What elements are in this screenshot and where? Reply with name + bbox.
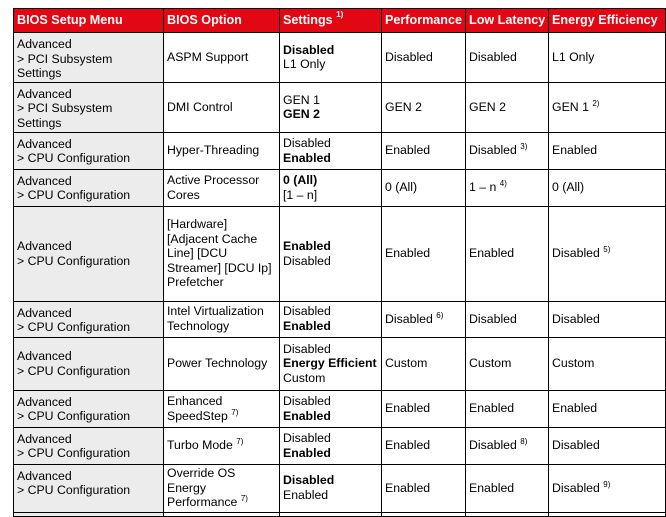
cell-performance bbox=[382, 337, 466, 390]
table-body bbox=[14, 33, 666, 517]
header-bios-option: BIOS Option bbox=[164, 9, 280, 33]
cell-low-latency bbox=[466, 82, 549, 132]
cell-setup-menu bbox=[14, 33, 164, 83]
menu-path-sub: > PCI Subsystem Settings bbox=[17, 51, 113, 81]
setting-value: Disabled bbox=[283, 393, 331, 408]
table-row bbox=[14, 169, 666, 206]
cell-energy-efficiency bbox=[549, 132, 666, 169]
cell-low-latency-value: Disabled bbox=[469, 143, 517, 158]
cell-setup-menu bbox=[14, 427, 164, 464]
cell-setup-menu bbox=[14, 464, 164, 512]
cell-low-latency bbox=[466, 169, 549, 206]
header-low-latency: Low Latency bbox=[466, 9, 549, 33]
cell-bios-option bbox=[164, 33, 280, 83]
setting-value: Disabled bbox=[283, 430, 331, 445]
menu-path-root: Advanced bbox=[17, 348, 72, 363]
cell-settings bbox=[280, 132, 382, 169]
cell-settings bbox=[280, 301, 382, 337]
table-row bbox=[14, 337, 666, 390]
cutoff-cell bbox=[549, 512, 666, 516]
cell-energy-efficiency bbox=[549, 301, 666, 337]
cell-bios-option bbox=[164, 169, 280, 206]
cell-low-latency bbox=[466, 33, 549, 83]
table-row bbox=[14, 464, 666, 512]
option-footnote: 7) bbox=[236, 437, 244, 447]
setting-default-value: Enabled bbox=[283, 445, 331, 460]
cell-performance-value: Enabled bbox=[385, 143, 431, 158]
setting-default-value: Enabled bbox=[283, 150, 331, 165]
cell-performance-footnote: 6) bbox=[436, 310, 444, 320]
menu-path-root: Advanced bbox=[17, 86, 72, 101]
cell-performance-value: GEN 2 bbox=[385, 99, 422, 114]
cell-energy-efficiency-value: Disabled bbox=[552, 246, 600, 261]
option-label: Intel Virtualization Technology bbox=[167, 304, 264, 334]
menu-path-sub: > CPU Configuration bbox=[17, 483, 131, 498]
cell-performance bbox=[382, 169, 466, 206]
setting-default-value: Disabled bbox=[283, 42, 335, 57]
cell-low-latency bbox=[466, 132, 549, 169]
menu-path-root: Advanced bbox=[17, 431, 72, 446]
cell-energy-efficiency-footnote: 9) bbox=[603, 479, 611, 489]
cell-bios-option bbox=[164, 301, 280, 337]
cell-performance-value: Disabled bbox=[385, 50, 433, 65]
menu-path-sub: > CPU Configuration bbox=[17, 409, 131, 424]
setting-default-value: 0 (All) bbox=[283, 172, 318, 187]
cell-energy-efficiency-value: Disabled bbox=[552, 311, 600, 326]
cutoff-cell bbox=[466, 512, 549, 516]
cell-energy-efficiency bbox=[549, 169, 666, 206]
cutoff-cell bbox=[164, 512, 280, 516]
cell-energy-efficiency-footnote: 5) bbox=[603, 245, 611, 255]
cell-energy-efficiency-value: Enabled bbox=[552, 143, 598, 158]
cell-energy-efficiency-value: Custom bbox=[552, 356, 595, 371]
cell-settings bbox=[280, 390, 382, 427]
cell-energy-efficiency-value: 0 (All) bbox=[552, 180, 585, 195]
table-row bbox=[14, 390, 666, 427]
header-bios-setup-menu: BIOS Setup Menu bbox=[14, 9, 164, 33]
cell-energy-efficiency bbox=[549, 337, 666, 390]
setting-value: Disabled bbox=[283, 341, 331, 356]
cell-low-latency-footnote: 3) bbox=[520, 142, 528, 152]
cell-energy-efficiency bbox=[549, 464, 666, 512]
option-label: Power Technology bbox=[167, 356, 268, 371]
setting-default-value: GEN 2 bbox=[283, 107, 320, 122]
cell-settings bbox=[280, 169, 382, 206]
bios-settings-table bbox=[13, 8, 666, 517]
cell-low-latency bbox=[466, 464, 549, 512]
cell-performance bbox=[382, 132, 466, 169]
cell-setup-menu bbox=[14, 301, 164, 337]
cell-low-latency bbox=[466, 337, 549, 390]
cell-performance-value: Disabled bbox=[385, 311, 433, 326]
cell-low-latency bbox=[466, 301, 549, 337]
setting-default-value: Energy Efficient bbox=[283, 356, 377, 371]
setting-default-value: Enabled bbox=[283, 408, 331, 423]
cutoff-cell bbox=[382, 512, 466, 516]
option-footnote: 7) bbox=[240, 494, 248, 504]
cell-bios-option bbox=[164, 206, 280, 301]
cutoff-cell bbox=[280, 512, 382, 516]
menu-path-root: Advanced bbox=[17, 305, 72, 320]
cell-performance bbox=[382, 206, 466, 301]
menu-path-root: Advanced bbox=[17, 394, 72, 409]
cell-performance bbox=[382, 33, 466, 83]
menu-path-sub: > CPU Configuration bbox=[17, 320, 131, 335]
cell-low-latency-value: Enabled bbox=[469, 480, 515, 495]
cell-energy-efficiency bbox=[549, 82, 666, 132]
cell-bios-option bbox=[164, 82, 280, 132]
table-row bbox=[14, 301, 666, 337]
cell-bios-option bbox=[164, 427, 280, 464]
cell-setup-menu bbox=[14, 206, 164, 301]
cell-performance-value: 0 (All) bbox=[385, 180, 418, 195]
menu-path-sub: > CPU Configuration bbox=[17, 253, 131, 268]
cell-low-latency-value: Enabled bbox=[469, 246, 515, 261]
menu-path-sub: > CPU Configuration bbox=[17, 363, 131, 378]
setting-value: [1 – n] bbox=[283, 187, 318, 202]
cell-performance bbox=[382, 464, 466, 512]
cell-setup-menu bbox=[14, 82, 164, 132]
cell-performance-value: Enabled bbox=[385, 438, 431, 453]
cell-energy-efficiency-value: GEN 1 bbox=[552, 99, 589, 114]
menu-path-root: Advanced bbox=[17, 468, 72, 483]
cell-settings bbox=[280, 427, 382, 464]
table-header-row bbox=[14, 9, 666, 33]
cell-energy-efficiency bbox=[549, 33, 666, 83]
cell-performance-value: Enabled bbox=[385, 246, 431, 261]
table-row bbox=[14, 427, 666, 464]
cell-performance bbox=[382, 82, 466, 132]
cell-energy-efficiency bbox=[549, 206, 666, 301]
cell-performance-value: Enabled bbox=[385, 480, 431, 495]
cell-bios-option bbox=[164, 132, 280, 169]
cell-performance-value: Custom bbox=[385, 356, 428, 371]
table-row bbox=[14, 82, 666, 132]
cutoff-cell bbox=[14, 512, 164, 516]
cell-bios-option bbox=[164, 464, 280, 512]
cell-energy-efficiency-value: Disabled bbox=[552, 480, 600, 495]
option-label: Active Processor Cores bbox=[167, 172, 260, 202]
cell-energy-efficiency bbox=[549, 427, 666, 464]
cell-setup-menu bbox=[14, 390, 164, 427]
cell-low-latency-value: Disabled bbox=[469, 438, 517, 453]
header-settings-label: Settings bbox=[283, 13, 333, 27]
cell-energy-efficiency-value: Disabled bbox=[552, 438, 600, 453]
menu-path-root: Advanced bbox=[17, 173, 72, 188]
cell-settings bbox=[280, 82, 382, 132]
setting-value: Disabled bbox=[283, 135, 331, 150]
option-label: [Hardware] [Adjacent Cache Line] [DCU Streamer] [DCU Ip] Prefetcher bbox=[167, 217, 272, 290]
option-label: Turbo Mode bbox=[167, 438, 233, 453]
setting-value: GEN 1 bbox=[283, 92, 320, 107]
setting-default-value: Enabled bbox=[283, 238, 331, 253]
setting-default-value: Enabled bbox=[283, 319, 331, 334]
cell-low-latency bbox=[466, 390, 549, 427]
cell-low-latency-value: Disabled bbox=[469, 311, 517, 326]
cell-energy-efficiency-footnote: 2) bbox=[592, 98, 600, 108]
option-label: Override OS Energy Performance bbox=[167, 466, 238, 510]
setting-value: Enabled bbox=[283, 488, 329, 503]
cell-low-latency bbox=[466, 427, 549, 464]
cell-performance bbox=[382, 301, 466, 337]
cell-settings bbox=[280, 206, 382, 301]
table-row bbox=[14, 206, 666, 301]
cell-bios-option bbox=[164, 337, 280, 390]
setting-value: Disabled bbox=[283, 304, 331, 319]
menu-path-sub: > CPU Configuration bbox=[17, 446, 131, 461]
cell-settings bbox=[280, 337, 382, 390]
cell-low-latency-value: 1 – n bbox=[469, 180, 497, 195]
cell-low-latency-footnote: 8) bbox=[520, 437, 528, 447]
cell-setup-menu bbox=[14, 337, 164, 390]
cell-low-latency-footnote: 4) bbox=[499, 179, 507, 189]
header-settings bbox=[280, 9, 382, 33]
setting-default-value: Disabled bbox=[283, 473, 335, 488]
table-row bbox=[14, 132, 666, 169]
setting-value: L1 Only bbox=[283, 57, 326, 72]
cell-performance bbox=[382, 427, 466, 464]
table-row bbox=[14, 33, 666, 83]
setting-value: Custom bbox=[283, 370, 326, 385]
cell-low-latency-value: Custom bbox=[469, 356, 512, 371]
cell-low-latency-value: GEN 2 bbox=[469, 99, 506, 114]
cell-setup-menu bbox=[14, 169, 164, 206]
option-label: Enhanced SpeedStep bbox=[167, 393, 228, 423]
option-label: ASPM Support bbox=[167, 50, 249, 65]
cell-performance bbox=[382, 390, 466, 427]
cell-performance-value: Enabled bbox=[385, 401, 431, 416]
cell-energy-efficiency bbox=[549, 390, 666, 427]
cell-low-latency bbox=[466, 206, 549, 301]
cell-energy-efficiency-value: Enabled bbox=[552, 401, 598, 416]
cell-low-latency-value: Disabled bbox=[469, 50, 517, 65]
cell-low-latency-value: Enabled bbox=[469, 401, 515, 416]
menu-path-sub: > CPU Configuration bbox=[17, 151, 131, 166]
menu-path-root: Advanced bbox=[17, 136, 72, 151]
cell-energy-efficiency-value: L1 Only bbox=[552, 50, 595, 65]
menu-path-sub: > PCI Subsystem Settings bbox=[17, 101, 113, 130]
menu-path-sub: > CPU Configuration bbox=[17, 188, 131, 203]
option-label: Hyper-Threading bbox=[167, 143, 260, 158]
cell-bios-option bbox=[164, 390, 280, 427]
table-row-cutoff bbox=[14, 512, 666, 516]
option-label: DMI Control bbox=[167, 99, 233, 114]
page-top-edge bbox=[0, 0, 666, 6]
header-settings-footnote: 1) bbox=[336, 10, 344, 19]
setting-value: Disabled bbox=[283, 253, 331, 268]
header-energy-efficiency: Energy Efficiency bbox=[549, 9, 666, 33]
cell-settings bbox=[280, 464, 382, 512]
header-performance: Performance bbox=[382, 9, 466, 33]
menu-path-root: Advanced bbox=[17, 238, 72, 253]
cell-setup-menu bbox=[14, 132, 164, 169]
cell-settings bbox=[280, 33, 382, 83]
menu-path-root: Advanced bbox=[17, 37, 72, 51]
option-footnote: 7) bbox=[231, 407, 239, 417]
